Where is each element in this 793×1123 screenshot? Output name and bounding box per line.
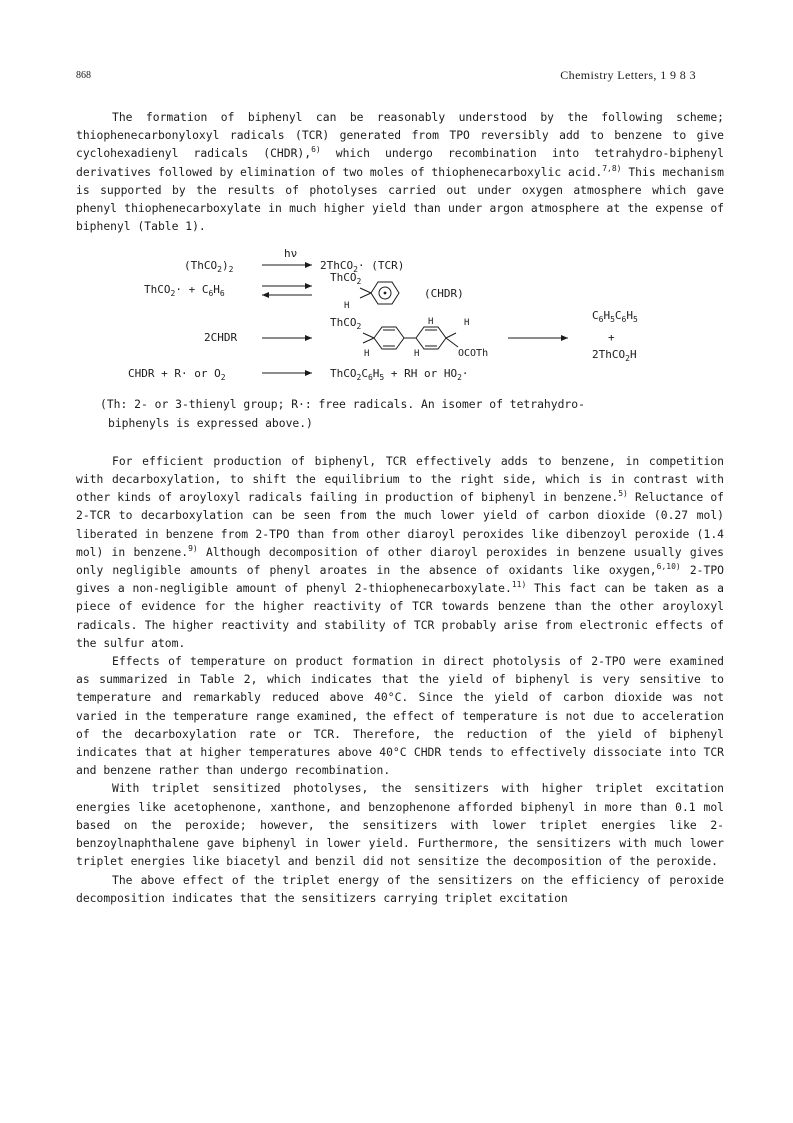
acid-product: 2ThCO$_2$H: [592, 348, 637, 364]
paragraph-triplet-energy: The above effect of the triplet energy of the sensitizers on the efficiency of peroxide decomposition indicates that the sensitizers carrying triplet excitation: [76, 872, 724, 905]
biphenyl-product: $C_6H_5C_6H_5$: [592, 309, 638, 325]
chdr-h: H: [344, 301, 350, 312]
caption-line: (Th: 2- or 3-thienyl group; R·: free radicals. An isomer of tetrahydro-: [100, 397, 585, 412]
dimer-h-top-right: H: [464, 318, 470, 329]
paragraph-temperature: Effects of temperature on product formation in direct photolysis of 2-TPO were examined as summarized in Table 2, which indicates that the yield of biphenyl is very sensitive to temperature and remarkably reduced above 40°C. Since the yield of carbon dioxide was not varied in the temperature range examined, the effect of temperature is not due to acceleration of the decarboxylation rate or TCR. Therefore, the reduction of the yield of biphenyl indicates that at higher temperatures above 40°C CHDR tends to effectively dissociate into TCR and benzene rather than undergo recombination.: [76, 654, 724, 778]
hv-label: hν: [284, 247, 298, 261]
phenyl-ester-products: $ThCO_2C_6H_5$ + RH or $HO_2\cdot$: [330, 367, 469, 383]
dimer-h-bottom-right: H: [414, 349, 420, 360]
cyclohexadienyl-ring: [360, 282, 399, 304]
paragraph-sensitizers: With triplet sensitized photolyses, the sensitizers with higher triplet excitation energies like acetophenone, xanthone, and benzophenone afforded biphenyl in more than 0.1 mol based on the peroxide; however, the sensitizers with lower triplet energies like 2-benzoylnaphthalene gave biphenyl in lower yield. Furthermore, the sensitizers with much lower triplet energies like biacetyl and benzil did not sensitize the decomposition of the peroxide.: [76, 781, 724, 869]
reaction-scheme: [76, 247, 724, 395]
page-number: 868: [76, 70, 91, 81]
dimer-h-top-left: H: [428, 317, 434, 328]
product-plus: +: [608, 331, 615, 345]
dimer-ocoth: OCOTh: [458, 348, 489, 360]
tcr-plus-benzene: ThCO$_2$· + $C_6H_6$: [144, 283, 225, 299]
chdr-label: (CHDR): [424, 287, 464, 301]
journal-header: Chemistry Letters, 1 9 8 3: [560, 68, 696, 82]
paragraph-efficiency: For efficient production of biphenyl, TCR effectively adds to benzene, in competition with decarboxylation, to shift the equilibrium to the right side, which is in contrast with other kinds of aroyloxyl radicals failing in production of biphenyl in benzene.$^{5)}$ Reluctance of 2-TCR to decarboxylation can be seen from the much lower yield of carbon dioxide (0.27 mol) liberated in benzene from 2-TPO than from other diaroyl peroxides like dibenzoyl peroxide (1.4 mol) in benzene.$^{9)}$ Although decomposition of other diaroyl peroxides in benzene usually gives only negligible amounts of phenyl aroates in the absence of oxidants like oxygen,$^{6,10)}$ 2-TPO gives a non-negligible amount of phenyl 2-thiophenecarboxylate.$^{11)}$ This fact can be taken as a piece of evidence for the higher reactivity of TCR towards benzene than the other aroyloxyl radicals. The higher reactivity and stability of TCR probably arise from electronic effects of the sulfur atom.: [76, 453, 724, 650]
paragraph-mechanism: The formation of biphenyl can be reasonably understood by the following scheme; thiophenecarbonyloxyl radicals (TCR) generated from TPO reversibly add to benzene to give cyclohexadienyl radicals (CHDR),$^{6)}$ which undergo recombination into tetrahydro-biphenyl derivatives followed by elimination of two moles of thiophenecarboxylic acid.$^{7,8)}$ This mechanism is supported by the results of photolyses carried out under oxygen atmosphere which gave phenyl thiophenecarboxylate in much higher yield than under argon atmosphere at the expense of biphenyl (Table 1).: [76, 110, 725, 234]
two-chdr: 2CHDR: [204, 331, 238, 345]
dimer-thco2: ThCO$_2$: [330, 316, 362, 332]
caption-line: biphenyls is expressed above.): [108, 415, 313, 430]
chdr-thco2: ThCO$_2$: [330, 271, 362, 287]
chdr-oxidation-reactants: CHDR + R· or $O_2$: [128, 367, 226, 383]
tetrahydrobiphenyl-structure: [363, 327, 458, 349]
article-body: [76, 108, 724, 907]
dimer-h-bottom-left: H: [364, 349, 370, 360]
tcr-product: 2ThCO$_2$· (TCR): [320, 259, 405, 275]
scheme-caption: [100, 395, 724, 431]
peroxide-reactant: $(ThCO_2)_2$: [184, 259, 234, 275]
